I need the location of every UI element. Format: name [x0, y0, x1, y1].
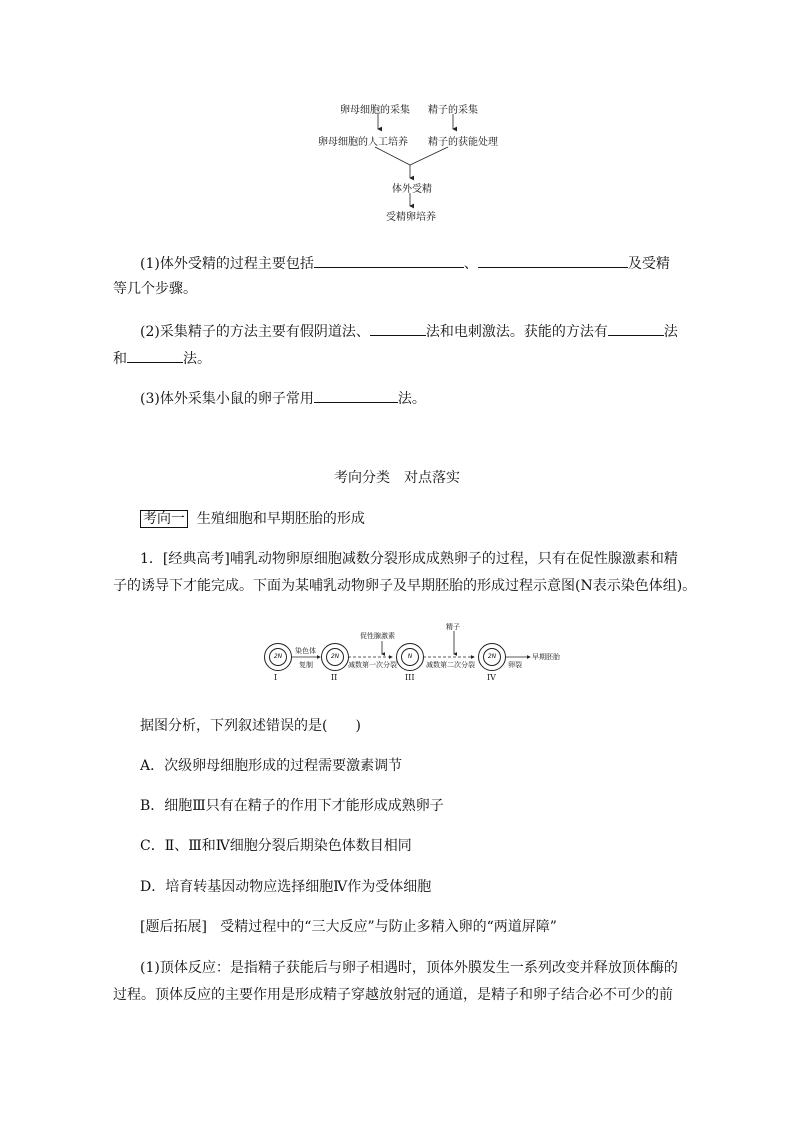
topic-line	[140, 509, 365, 529]
extension-heading	[140, 917, 557, 937]
cell-diagram	[262, 625, 582, 683]
q2-text-d: 和	[113, 351, 127, 367]
hormone-label: 促性腺激素	[360, 632, 395, 640]
option-b[interactable]: B．细胞Ⅲ只有在精子的作用下才能形成成熟卵子	[140, 798, 444, 814]
egg-collect-label: 卵母细胞的采集	[340, 105, 410, 116]
egg-culture-label: 卵母细胞的人工培养	[318, 137, 408, 148]
flowchart-arrows	[300, 100, 500, 215]
sperm-label: 精子	[446, 623, 460, 631]
q2-blank-3[interactable]	[127, 347, 183, 363]
q3-blank[interactable]	[314, 387, 398, 403]
cell-iii	[396, 643, 424, 671]
chromo-top-label: 染色体	[295, 647, 316, 655]
cell-i	[264, 643, 292, 671]
q1-separator: 、	[463, 256, 478, 272]
q2-text-b: 法和电刺激法。获能的方法有	[425, 324, 608, 340]
roman-iv: IV	[487, 673, 496, 682]
cell-i-nucleus: 2N	[269, 648, 287, 666]
meiosis2-label: 减数第二次分裂	[426, 661, 475, 669]
section-title: 考向分类 对点落实	[334, 470, 460, 486]
q3-text-b: 法。	[397, 391, 426, 407]
q2-text-c: 法	[663, 324, 678, 340]
extension-line1: (1)顶体反应：是指精子获能后与卵子相遇时，顶体外膜发生一系列改变并释放顶体酶的	[140, 960, 678, 976]
cell-iii-nucleus: N	[401, 648, 419, 666]
early-embryo-label: 早期胚胎	[532, 653, 560, 661]
topic-title: 生殖细胞和早期胚胎的形成	[196, 511, 365, 527]
q3-text-a: (3)体外采集小鼠的卵子常用	[140, 391, 314, 407]
question-2-line2	[113, 347, 211, 369]
cell-ii-nucleus: 2N	[326, 648, 344, 666]
q2-text-a: (2)采集精子的方法主要有假阴道法、	[140, 324, 370, 340]
chromo-bottom-label: 复制	[299, 661, 313, 669]
option-c[interactable]: C．Ⅱ、Ⅲ和Ⅳ细胞分裂后期染色体数目相同	[140, 838, 412, 854]
zygote-culture-label: 受精卵培养	[386, 212, 436, 223]
q1-blank-2[interactable]	[478, 252, 628, 268]
q1-blank-1[interactable]	[314, 252, 464, 268]
q1-text-a: (1)体外受精的过程主要包括	[140, 256, 314, 272]
question-1-line2: 等几个步骤。	[113, 281, 197, 297]
extension-line2: 过程。顶体反应的主要作用是形成精子穿越放射冠的通道，是精子和卵子结合必不可少的前	[113, 987, 673, 1003]
q1-text-b: 及受精	[627, 256, 670, 272]
q2-blank-2[interactable]	[608, 320, 664, 336]
cell-iv-nucleus: 2N	[483, 648, 501, 666]
sperm-collect-label: 精子的采集	[428, 105, 478, 116]
option-d[interactable]: D．培育转基因动物应选择细胞Ⅳ作为受体细胞	[140, 879, 432, 895]
question-2-line1	[140, 320, 678, 342]
ivf-label: 体外受精	[392, 184, 432, 195]
meiosis1-label: 减数第一次分裂	[348, 661, 397, 669]
problem-1-line1: 1．[经典高考]哺乳动物卵原细胞减数分裂形成成熟卵子的过程，只有在促性腺激素和精	[140, 551, 678, 567]
question-stem: 据图分析，下列叙述错误的是( )	[140, 718, 361, 734]
roman-iii: III	[405, 673, 415, 682]
option-a[interactable]: A．次级卵母细胞形成的过程需要激素调节	[140, 758, 403, 774]
sperm-capacitation-label: 精子的获能处理	[428, 137, 498, 148]
question-3	[140, 387, 426, 409]
problem-1-line2: 子的诱导下才能完成。下面为某哺乳动物卵子及早期胚胎的形成过程示意图(N表示染色体组)。	[113, 578, 697, 594]
cell-iv	[478, 643, 506, 671]
topic-tag: 考向一	[140, 510, 188, 528]
roman-i: I	[274, 673, 278, 682]
q2-text-e: 法。	[183, 351, 211, 367]
extension-title: 受精过程中的“三大反应”与防止多精入卵的“两道屏障”	[220, 919, 557, 935]
extension-tag: [题后拓展]	[140, 919, 207, 935]
cell-ii	[321, 643, 349, 671]
q2-blank-1[interactable]	[370, 320, 426, 336]
cleavage-label: 卵裂	[508, 661, 522, 669]
roman-ii: II	[331, 673, 338, 682]
question-1-line1	[140, 252, 670, 274]
